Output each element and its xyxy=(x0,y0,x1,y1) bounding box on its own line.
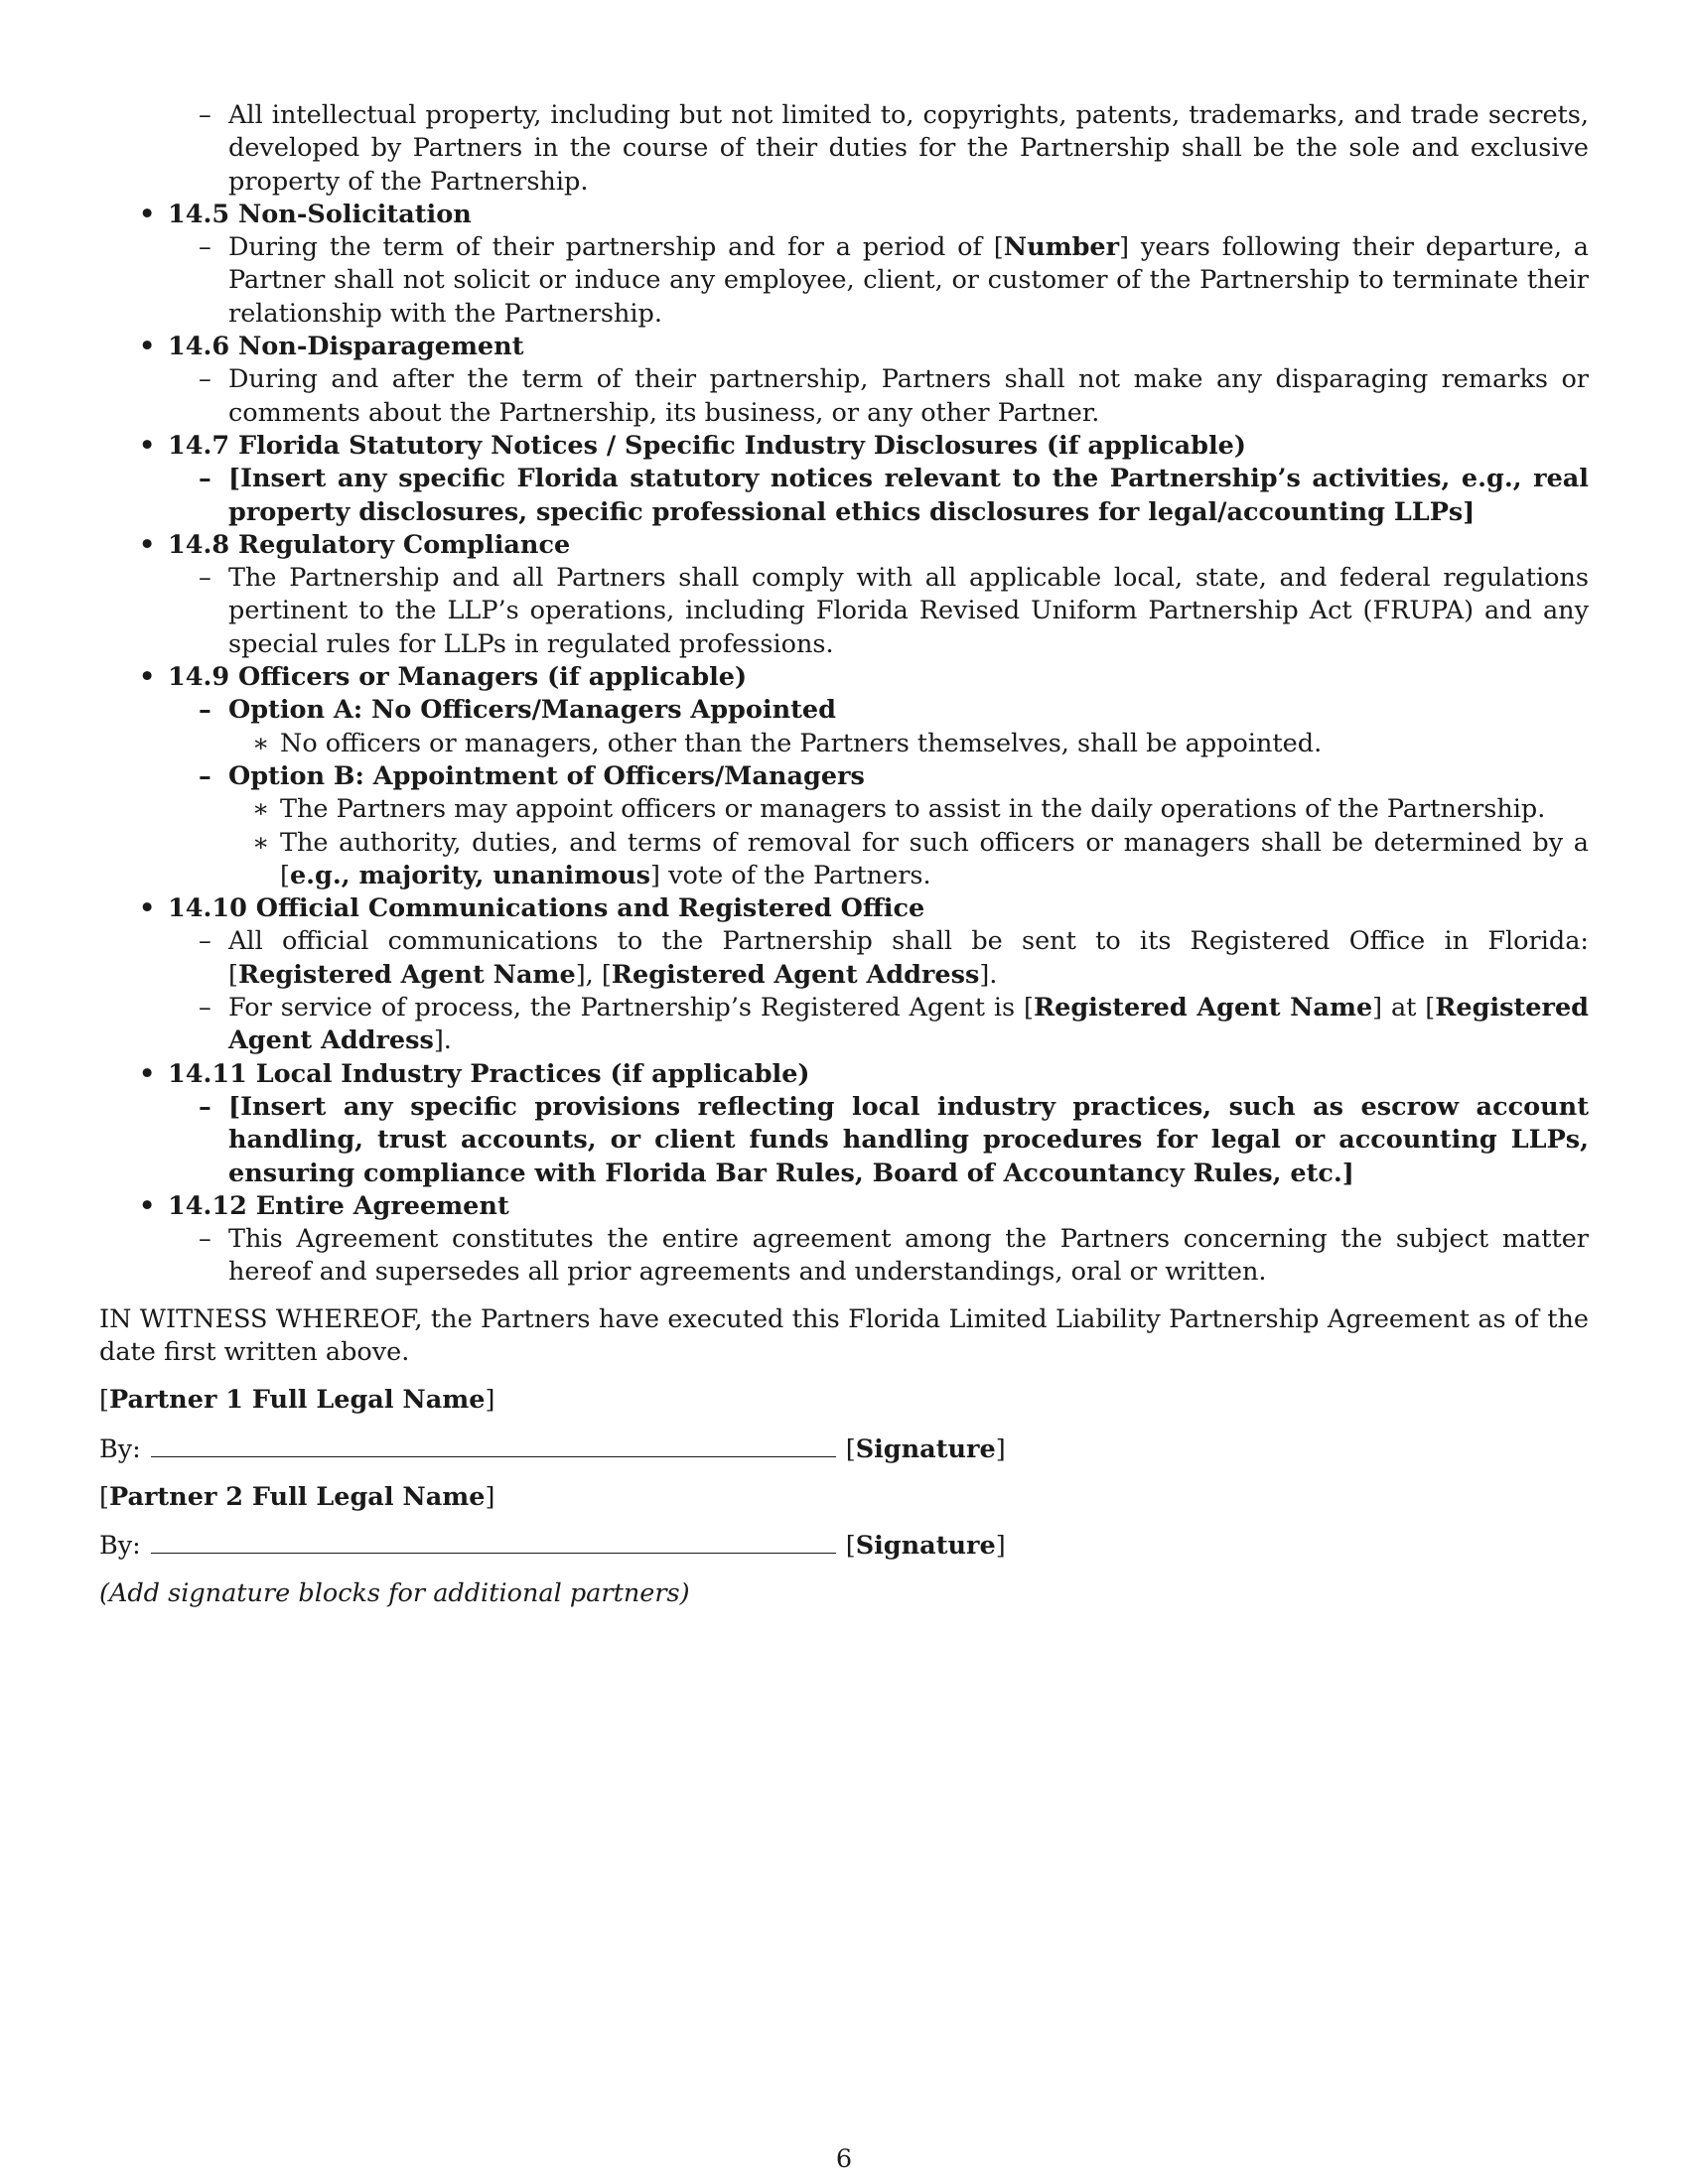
ip-clause-item xyxy=(99,99,1589,199)
section-14-11-item xyxy=(99,1091,1589,1190)
section-14-11-heading xyxy=(99,1058,1589,1091)
section-14-10-item-2-text-before: For service of process, the Partnership’s Registered Agent is [ xyxy=(228,993,1034,1024)
section-14-11-text: [Insert any specific provisions reflecting local industry practices, such as escrow account handling, trust accounts, or client funds handling procedures for legal or accounting LLPs, ensuring compliance with Florida Bar Rules, Board of Accountancy Rules, etc.] xyxy=(228,1091,1589,1188)
section-14-12-text: This Agreement constitutes the entire agreement among the Partners concerning the subject matter hereof and supersedes all prior agreements and understandings, oral or written. xyxy=(228,1224,1589,1288)
section-14-10-item-1-text-before: All official communications to the Partnership shall be sent to its Registered Office in Florida: [ xyxy=(228,926,1589,990)
section-14-10-item-2 xyxy=(99,992,1589,1058)
registered-agent-name-placeholder: Registered Agent Name xyxy=(237,959,576,990)
section-14-5-heading xyxy=(99,199,1589,231)
registered-agent-address-placeholder: Registered Agent Address xyxy=(611,959,980,990)
vote-type-placeholder: e.g., majority, unanimous xyxy=(289,860,651,890)
option-a-item xyxy=(99,728,1589,760)
section-14-5-text-after: ] years following their departure, a Partner shall not solicit or induce any employee, client, or customer of the Partnership to terminate their relationship with the Partnership. xyxy=(228,232,1589,329)
option-b-heading xyxy=(99,760,1589,793)
partner-2-name-block: [Partner 2 Full Legal Name] xyxy=(99,1481,495,1512)
signature-blank[interactable] xyxy=(151,1433,836,1457)
section-14-8-text: The Partnership and all Partners shall comply with all applicable local, state, and federal regulations pertinent to the LLP’s operations, including Florida Revised Uniform Partnership Act (FRUPA) and any special rules for LLPs in regulated professions. xyxy=(228,563,1589,659)
registered-agent-name-placeholder: Registered Agent Name xyxy=(1033,993,1373,1024)
signature-placeholder-block: [Signature] xyxy=(845,1531,1006,1562)
section-14-7-item xyxy=(99,463,1589,529)
section-14-11-heading-text: 14.11 Local Industry Practices (if applicable) xyxy=(168,1058,810,1089)
option-b-item-1-text: The Partners may appoint officers or managers to assist in the daily operations of the Partnership. xyxy=(280,794,1546,825)
signature-placeholder-block: [Signature] xyxy=(845,1433,1006,1464)
section-14-10-item-1-text-after: ]. xyxy=(979,959,998,990)
additional-partners-note: (Add signature blocks for additional partners) xyxy=(99,1578,690,1609)
section-14-8-heading xyxy=(99,529,1589,562)
option-b-item-2-text-after: ] vote of the Partners. xyxy=(650,860,931,890)
section-14-5-text-before: During the term of their partnership and for a period of [ xyxy=(228,232,1004,263)
section-14-10-heading xyxy=(99,892,1589,925)
signature-placeholder: Signature xyxy=(855,1531,996,1562)
by-label: By: xyxy=(99,1531,141,1562)
section-14-8-heading-text: 14.8 Regulatory Compliance xyxy=(168,529,571,560)
number-placeholder: Number xyxy=(1003,232,1120,263)
section-14-12-heading xyxy=(99,1190,1589,1223)
section-14-7-text: [Insert any specific Florida statutory notices relevant to the Partnership’s activities, e.g., real property disclosures, specific professional ethics disclosures for legal/accounting LLPs] xyxy=(228,464,1589,527)
section-14-6-heading xyxy=(99,331,1589,363)
witness-clause: IN WITNESS WHEREOF, the Partners have executed this Florida Limited Liability Partnership Agreement as of the date first written above. xyxy=(99,1303,1589,1367)
section-14-10-item-2-text-after: ]. xyxy=(433,1025,452,1056)
section-14-10-heading-text: 14.10 Official Communications and Registered Office xyxy=(168,893,925,924)
by-label: By: xyxy=(99,1433,141,1464)
signature-blank[interactable] xyxy=(151,1529,836,1554)
option-b-item-1 xyxy=(99,793,1589,826)
section-14-9-heading-text: 14.9 Officers or Managers (if applicable) xyxy=(168,662,748,693)
section-14-10-item-1-text-mid: ], [ xyxy=(575,959,612,990)
section-14-6-text: During and after the term of their partnership, Partners shall not make any disparaging remarks or comments about the Partnership, its business, or any other Partner. xyxy=(228,364,1589,428)
option-b-item-2 xyxy=(99,827,1589,893)
partner-1-name-placeholder: Partner 1 Full Legal Name xyxy=(108,1385,486,1416)
section-14-7-heading xyxy=(99,430,1589,463)
section-14-6-item xyxy=(99,363,1589,430)
section-14-9-heading xyxy=(99,661,1589,694)
option-a-heading-text: Option A: No Officers/Managers Appointed xyxy=(228,695,836,726)
section-14-5-item xyxy=(99,231,1589,331)
section-14-5-heading-text: 14.5 Non-Solicitation xyxy=(168,199,472,229)
section-14-10-item-2-text-mid: ] at [ xyxy=(1372,993,1436,1024)
section-14-7-heading-text: 14.7 Florida Statutory Notices / Specific Industry Disclosures (if applicable) xyxy=(168,430,1246,461)
section-14-6-heading-text: 14.6 Non-Disparagement xyxy=(168,332,524,362)
ip-clause-text: All intellectual property, including but not limited to, copyrights, patents, trademarks, and trade secrets, developed by Partners in the course of their duties for the Partnership shall be the sole and exclusive property of the Partnership. xyxy=(228,100,1589,197)
clause-list xyxy=(99,99,1589,1290)
option-a-heading xyxy=(99,694,1589,727)
document-page xyxy=(99,99,1589,1611)
section-14-12-item xyxy=(99,1223,1589,1290)
partner-2-signature-line xyxy=(99,1529,1589,1563)
section-14-12-heading-text: 14.12 Entire Agreement xyxy=(168,1190,509,1221)
page-number: 6 xyxy=(835,2144,853,2174)
partner-1-signature-line xyxy=(99,1433,1589,1466)
partner-1-name-block: [Partner 1 Full Legal Name] xyxy=(99,1385,495,1416)
option-b-item-2-text-before: The authority, duties, and terms of removal for such officers or managers shall be determined by a [ xyxy=(280,827,1589,890)
option-b-heading-text: Option B: Appointment of Officers/Managers xyxy=(228,760,865,791)
section-14-10-item-1 xyxy=(99,925,1589,992)
signature-placeholder: Signature xyxy=(855,1433,996,1464)
registered-agent-address-placeholder: Registered Agent Address xyxy=(228,993,1590,1056)
section-14-8-item xyxy=(99,562,1589,661)
option-a-text: No officers or managers, other than the Partners themselves, shall be appointed. xyxy=(280,728,1323,758)
partner-2-name-placeholder: Partner 2 Full Legal Name xyxy=(108,1481,486,1512)
